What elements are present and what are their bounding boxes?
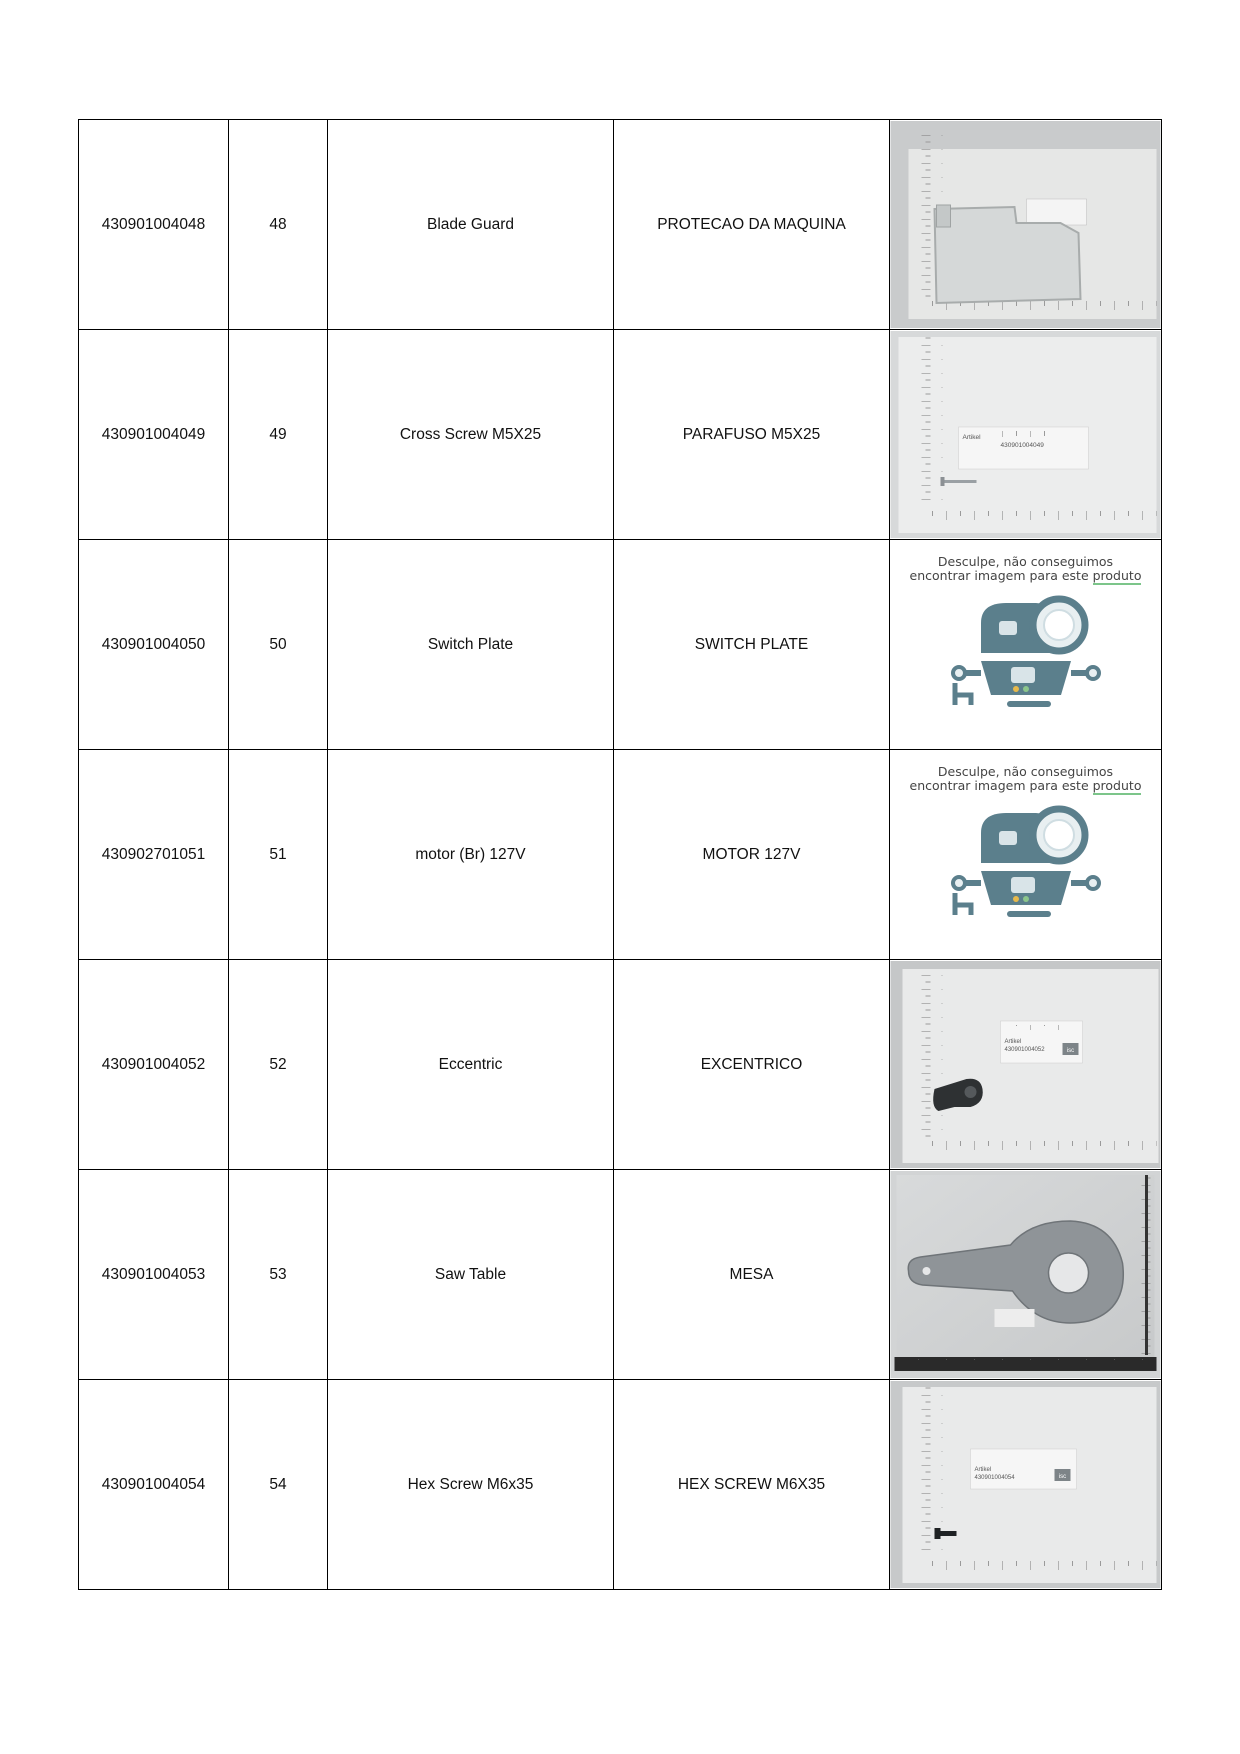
position-number: 54 xyxy=(229,1380,328,1590)
label-artikel: Artikel xyxy=(962,434,981,441)
part-name-pt: HEX SCREW M6X35 xyxy=(614,1380,890,1590)
label-artikel-number: 430901004052 xyxy=(1004,1047,1045,1053)
part-name-en: Eccentric xyxy=(328,960,614,1170)
position-number: 50 xyxy=(229,540,328,750)
label-artikel-number: 430901004049 xyxy=(1000,442,1044,449)
position-number: 52 xyxy=(229,960,328,1170)
brand-logo-text: isc xyxy=(1066,1048,1075,1054)
part-name-pt: SWITCH PLATE xyxy=(614,540,890,750)
part-name-pt: MESA xyxy=(614,1170,890,1380)
part-image-cell xyxy=(890,960,1162,1170)
robot-magnifier-icon xyxy=(941,583,1111,733)
part-image-cell xyxy=(890,1170,1162,1380)
no-image-placeholder xyxy=(890,541,1161,748)
part-code: 430901004053 xyxy=(79,1170,229,1380)
part-image-cell xyxy=(890,750,1162,960)
table-row xyxy=(79,750,1162,960)
position-number: 51 xyxy=(229,750,328,960)
part-name-pt: PROTECAO DA MAQUINA xyxy=(614,120,890,330)
position-number: 53 xyxy=(229,1170,328,1380)
part-code: 430902701051 xyxy=(79,750,229,960)
part-name-pt: PARAFUSO M5X25 xyxy=(614,330,890,540)
table-row xyxy=(79,540,1162,750)
no-image-message: Desculpe, não conseguimos encontrar imagem para este produto xyxy=(909,764,1142,793)
saw-table-photo xyxy=(890,1171,1161,1378)
table-row xyxy=(79,1380,1162,1590)
table-row xyxy=(79,120,1162,330)
hex-screw-photo xyxy=(890,1381,1161,1588)
part-code: 430901004054 xyxy=(79,1380,229,1590)
table-row xyxy=(79,960,1162,1170)
part-name-en: Hex Screw M6x35 xyxy=(328,1380,614,1590)
no-image-message: Desculpe, não conseguimos encontrar imagem para este produto xyxy=(909,554,1142,583)
part-image-cell xyxy=(890,120,1162,330)
brand-logo-text: isc xyxy=(1058,1474,1067,1480)
position-number: 48 xyxy=(229,120,328,330)
blade-guard-photo xyxy=(890,121,1161,328)
table-row xyxy=(79,1170,1162,1380)
table-row xyxy=(79,330,1162,540)
cross-screw-photo xyxy=(890,331,1161,538)
label-artikel: Artikel xyxy=(974,1467,992,1473)
part-name-pt: MOTOR 127V xyxy=(614,750,890,960)
position-number: 49 xyxy=(229,330,328,540)
part-name-en: Switch Plate xyxy=(328,540,614,750)
parts-table xyxy=(78,119,1162,1590)
part-name-pt: EXCENTRICO xyxy=(614,960,890,1170)
part-image-cell xyxy=(890,540,1162,750)
part-code: 430901004052 xyxy=(79,960,229,1170)
label-artikel: Artikel xyxy=(1004,1039,1022,1045)
part-code: 430901004049 xyxy=(79,330,229,540)
part-image-cell xyxy=(890,1380,1162,1590)
no-image-placeholder xyxy=(890,751,1161,958)
eccentric-photo xyxy=(890,961,1161,1168)
part-name-en: Saw Table xyxy=(328,1170,614,1380)
part-name-en: Cross Screw M5X25 xyxy=(328,330,614,540)
part-code: 430901004048 xyxy=(79,120,229,330)
robot-magnifier-icon xyxy=(941,793,1111,943)
part-code: 430901004050 xyxy=(79,540,229,750)
label-artikel-number: 430901004054 xyxy=(974,1475,1015,1481)
part-image-cell xyxy=(890,330,1162,540)
part-name-en: motor (Br) 127V xyxy=(328,750,614,960)
part-name-en: Blade Guard xyxy=(328,120,614,330)
